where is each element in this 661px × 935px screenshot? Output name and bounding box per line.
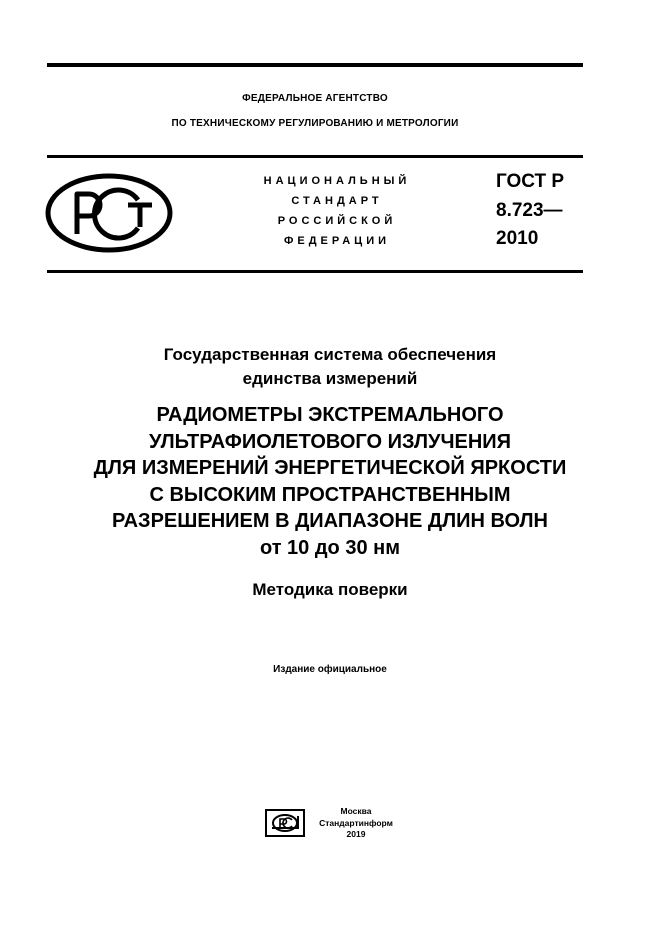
- title-line-4: С ВЫСОКИМ ПРОСТРАНСТВЕННЫМ: [149, 483, 511, 506]
- standartinform-logo-icon: [265, 809, 305, 837]
- gost-line-1: ГОСТ Р: [496, 171, 565, 192]
- edition-note: Издание официальное: [273, 664, 387, 675]
- system-line-2: единства измерений: [242, 369, 418, 388]
- national-line-2: СТАНДАРТ: [291, 195, 383, 207]
- national-line-1: НАЦИОНАЛЬНЫЙ: [263, 175, 411, 187]
- agency-name-line-2: ПО ТЕХНИЧЕСКОМУ РЕГУЛИРОВАНИЮ И МЕТРОЛОГИИ: [171, 118, 459, 129]
- rst-certification-mark-icon: [44, 172, 174, 254]
- gost-designation: [496, 168, 616, 254]
- system-line-1: Государственная система обеспечения: [163, 345, 497, 364]
- gost-line-3: 2010: [496, 228, 539, 249]
- title-line-6: от 10 до 30 нм: [259, 536, 401, 559]
- standard-block-divider: [47, 270, 583, 273]
- top-divider: [47, 63, 583, 67]
- gost-line-2: 8.723—: [496, 199, 563, 221]
- publisher-city: Москва: [340, 806, 372, 816]
- title-line-2: УЛЬТРАФИОЛЕТОВОГО ИЗЛУЧЕНИЯ: [148, 430, 512, 453]
- agency-name-line-1: ФЕДЕРАЛЬНОЕ АГЕНТСТВО: [242, 93, 388, 104]
- publisher-info: [306, 806, 406, 841]
- national-line-4: ФЕДЕРАЦИИ: [283, 235, 391, 247]
- document-title: [30, 402, 630, 561]
- national-line-3: РОССИЙСКОЙ: [277, 215, 397, 227]
- publication-year: 2019: [346, 829, 366, 839]
- document-subtitle: Методика поверки: [252, 580, 408, 599]
- title-line-3: ДЛЯ ИЗМЕРЕНИЙ ЭНЕРГЕТИЧЕСКОЙ ЯРКОСТИ: [93, 457, 567, 479]
- title-line-1: РАДИОМЕТРЫ ЭКСТРЕМАЛЬНОГО: [156, 404, 504, 426]
- publisher-name: Стандартинформ: [319, 817, 393, 828]
- national-standard-label: [232, 171, 442, 251]
- header-divider: [47, 155, 583, 158]
- title-line-5: РАЗРЕШЕНИЕМ В ДИАПАЗОНЕ ДЛИН ВОЛН: [112, 510, 548, 532]
- system-heading: [47, 343, 613, 391]
